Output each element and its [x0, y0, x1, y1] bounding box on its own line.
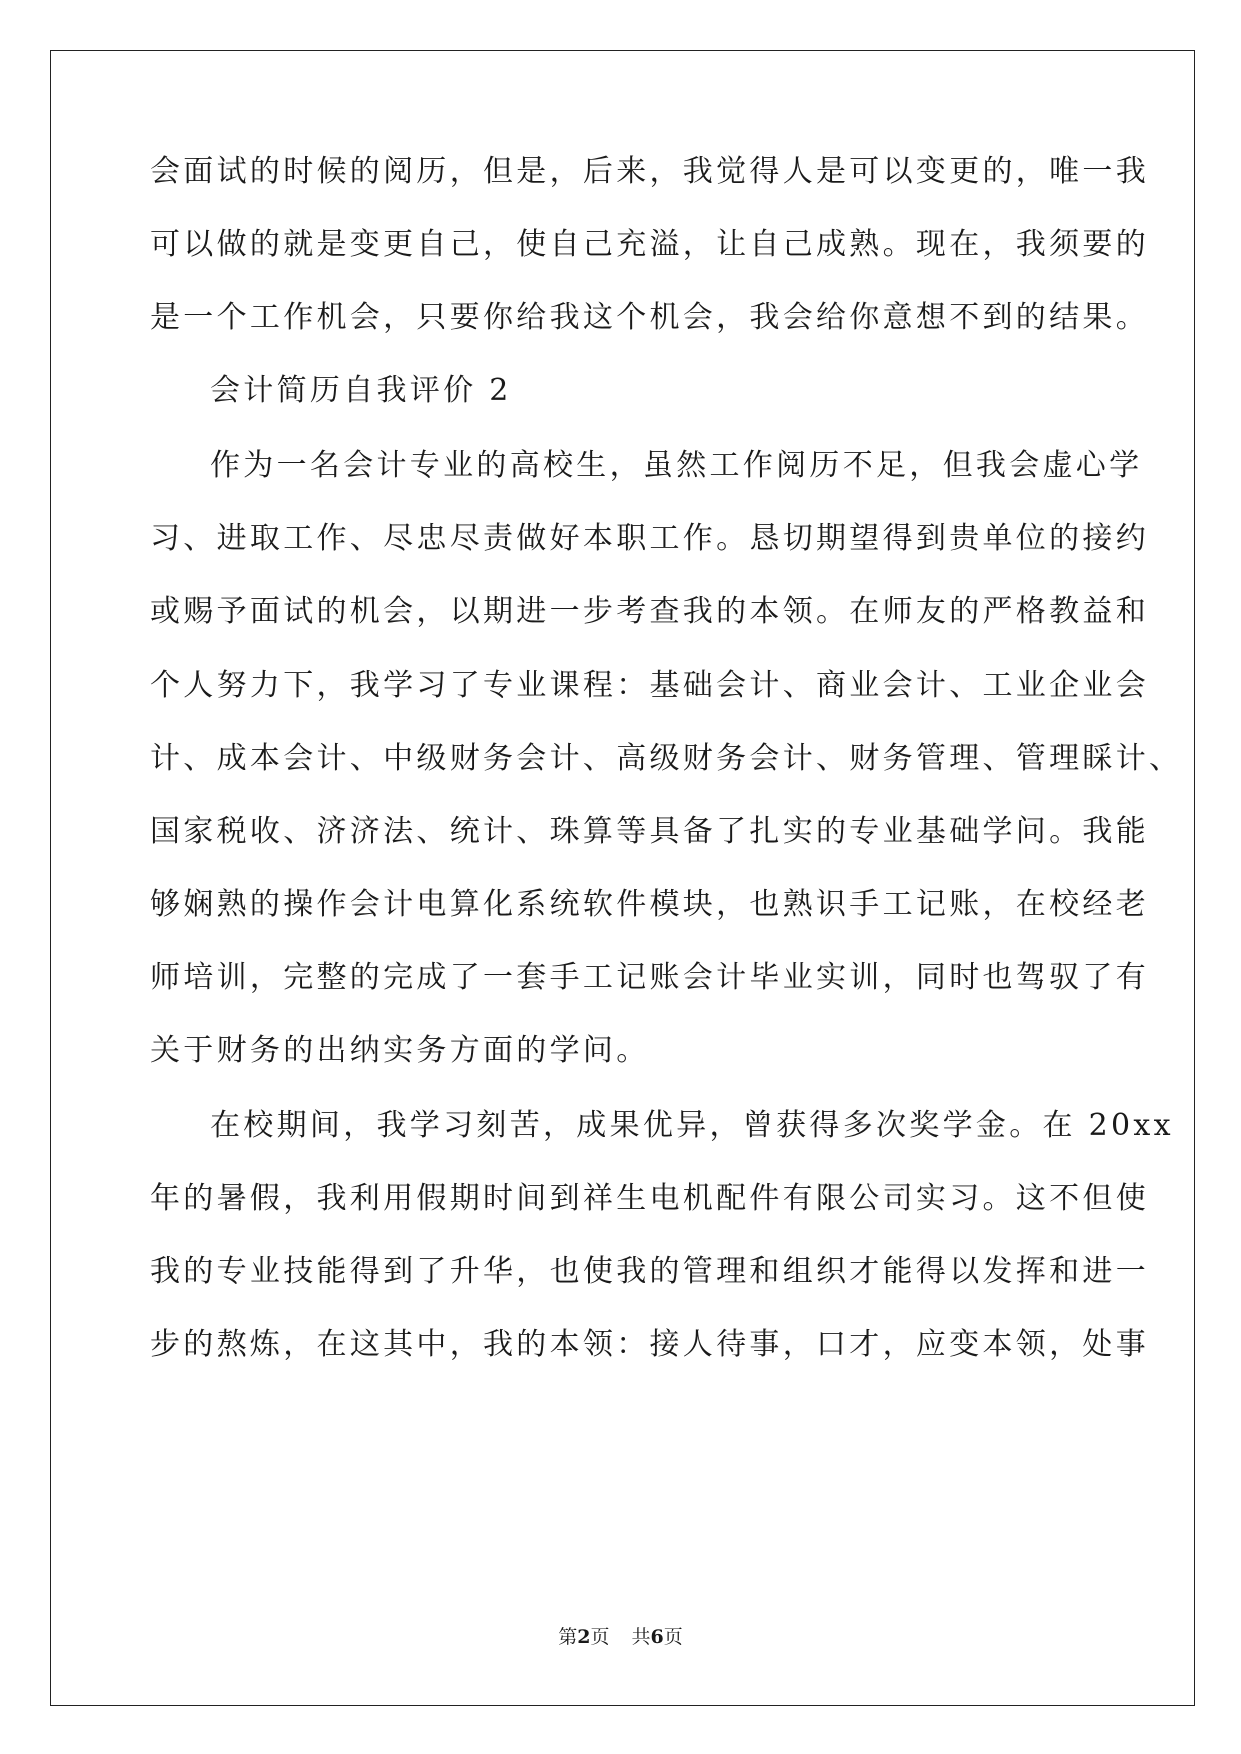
paragraph-first-line: 作为一名会计专业的高校生，虽然工作阅历不足，但我会虚心学: [210, 448, 1143, 483]
page-suffix: 页: [590, 1626, 610, 1648]
body-line: 国家税收、济济法、统计、珠算等具备了扎实的专业基础学问。我能: [150, 814, 1149, 849]
body-line: 师培训，完整的完成了一套手工记账会计毕业实训，同时也驾驭了有: [150, 960, 1149, 995]
total-prefix: 共: [631, 1626, 651, 1648]
body-line: 关于财务的出纳实务方面的学问。: [150, 1033, 650, 1068]
page-footer: [0, 1625, 1241, 1649]
total-suffix: 页: [663, 1626, 683, 1648]
body-line: 是一个工作机会，只要你给我这个机会，我会给你意想不到的结果。: [150, 300, 1149, 335]
body-line: 年的暑假，我利用假期时间到祥生电机配件有限公司实习。这不但使: [150, 1181, 1149, 1216]
body-line: 计、成本会计、中级财务会计、高级财务会计、财务管理、管理睬计、: [150, 741, 1183, 776]
page-current: 2: [577, 1626, 591, 1648]
paragraph-first-line: 在校期间，我学习刻苦，成果优异，曾获得多次奖学金。在 20xx: [210, 1108, 1174, 1143]
body-line: 会面试的时候的阅历，但是，后来，我觉得人是可以变更的，唯一我: [150, 154, 1149, 189]
body-line: 可以做的就是变更自己，使自己充溢，让自己成熟。现在，我须要的: [150, 227, 1149, 262]
body-line: 个人努力下，我学习了专业课程：基础会计、商业会计、工业企业会: [150, 668, 1149, 703]
body-line: 够娴熟的操作会计电算化系统软件模块，也熟识手工记账，在校经老: [150, 887, 1149, 922]
section-heading: 会计简历自我评价 2: [210, 373, 512, 408]
page-total: 6: [650, 1626, 664, 1648]
body-line: 我的专业技能得到了升华，也使我的管理和组织才能得以发挥和进一: [150, 1254, 1149, 1289]
body-line: 或赐予面试的机会，以期进一步考查我的本领。在师友的严格教益和: [150, 594, 1149, 629]
body-line: 步的熬炼，在这其中，我的本领：接人待事，口才，应变本领，处事: [150, 1327, 1149, 1362]
body-line: 习、进取工作、尽忠尽责做好本职工作。恳切期望得到贵单位的接约: [150, 521, 1149, 556]
page-prefix: 第: [558, 1626, 578, 1648]
